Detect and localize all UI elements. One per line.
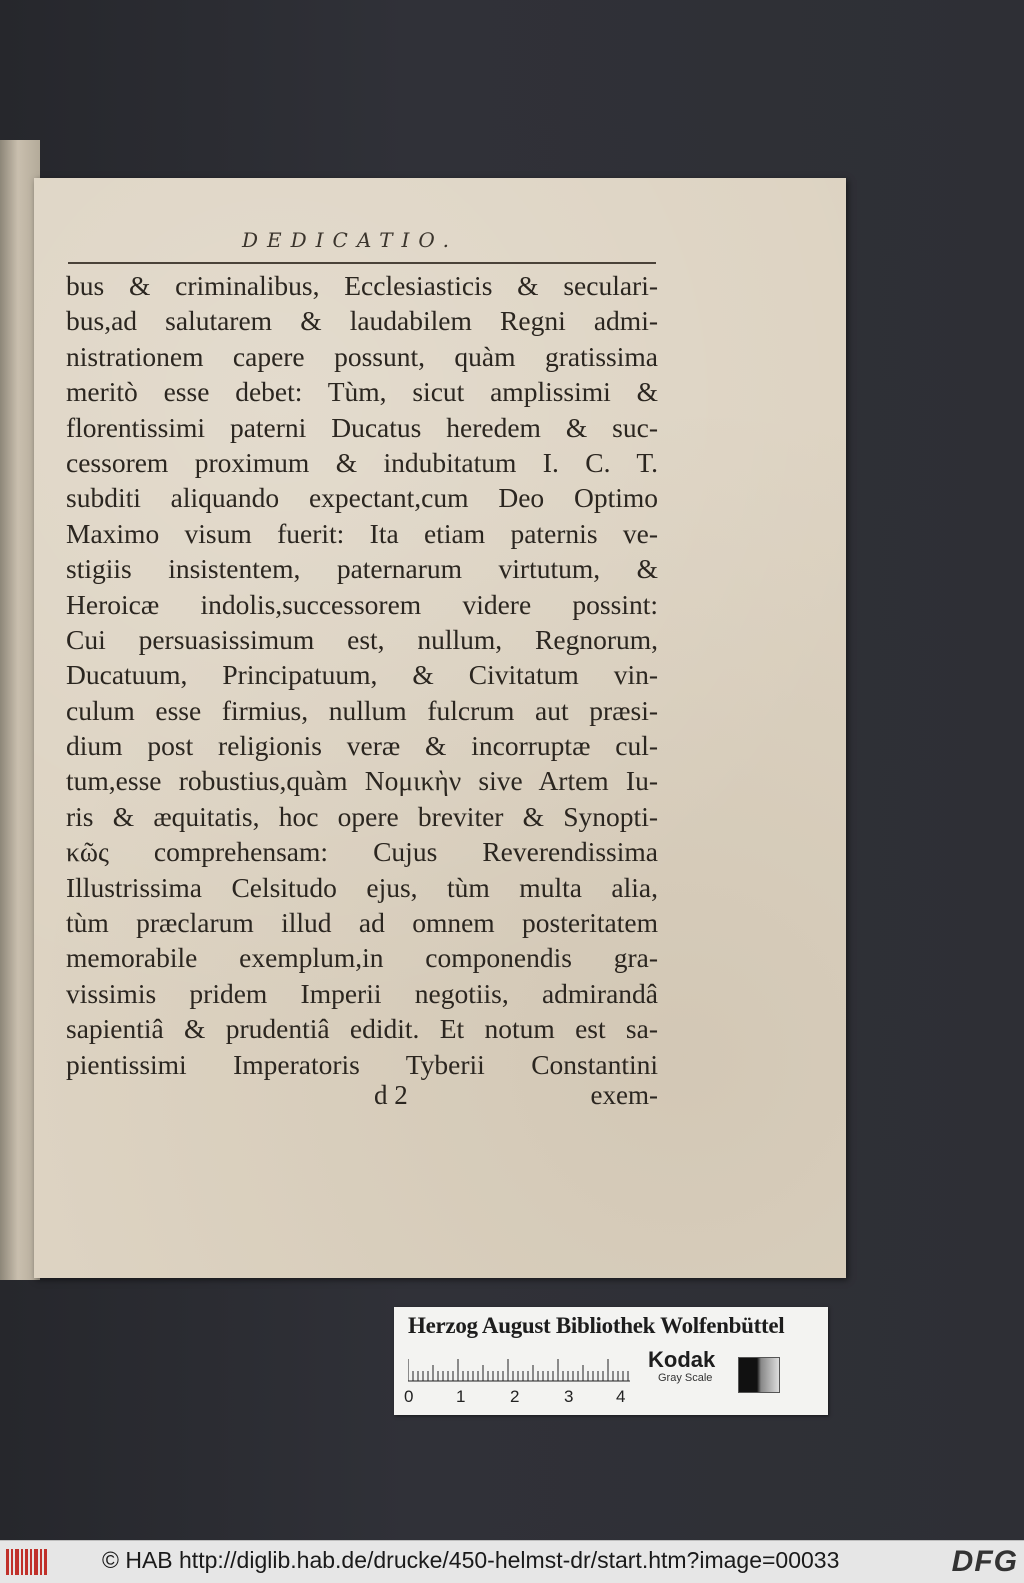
signature-mark: d 2 [374,1080,408,1110]
text-line: Ducatuum, Principatuum, & Civitatum vin- [66,659,658,691]
ruler-scale-icon [408,1353,630,1383]
page-footer-line [66,1080,658,1114]
text-line: cessorem proximum & indubitatum I. C. T. [66,446,658,478]
ruler-number: 1 [456,1387,466,1406]
ruler-numbers [404,1387,634,1409]
library-name: Herzog August Bibliothek Wolfenbüttel [408,1313,785,1338]
text-line: subditi aliquando expectant,cum Deo Optimo [66,482,658,514]
running-head: DEDICATIO. [241,228,459,252]
text-line: tum,esse robustius,quàm Νομικὴν sive Artem Iu- [66,765,658,797]
head-rule [68,262,656,264]
text-line: Illustrissima Celsitudo ejus, tùm multa alia, [66,871,658,903]
text-line: memorabile exemplum,in componendis gra- [66,942,658,974]
page-text [66,268,666,1082]
grayscale-label: Gray Scale [658,1372,713,1384]
text-line: Maximo visum fuerit: Ita etiam paternis ve- [66,517,658,549]
text-line: dium post religionis veræ & incorruptæ cul- [66,730,658,762]
color-target-card [394,1307,828,1415]
text-line: κῶς comprehensam: Cujus Reverendissima [66,836,658,868]
text-line: ris & æquitatis, hoc opere breviter & Synopti- [66,800,658,832]
ruler-number: 4 [616,1387,626,1406]
text-line: meritò esse debet: Tùm, sicut amplissimi & [66,376,658,408]
text-line: florentissimi paterni Ducatus heredem & suc- [66,411,658,443]
ruler-number: 0 [404,1387,414,1406]
barcode-icon [6,1549,48,1575]
kodak-logo: Kodak [648,1347,716,1372]
catchword: exem- [590,1080,658,1110]
text-line: tùm præclarum illud ad omnem posteritatem [66,907,658,939]
copyright-url-text: © HAB http://diglib.hab.de/drucke/450-helmst-dr/start.htm?image=00033 [102,1547,840,1573]
dfg-logo: DFG [951,1545,1018,1578]
text-line: Cui persuasissimum est, nullum, Regnorum, [66,623,658,655]
text-line: vissimis pridem Imperii negotiis, admirandâ [66,977,658,1009]
text-line: Heroicæ indolis,successorem videre possint: [66,588,658,620]
footer-bar [0,1540,1024,1583]
text-line: culum esse firmius, nullum fulcrum aut præsi- [66,694,658,726]
text-line: nistrationem capere possunt, quàm gratissima [66,340,658,372]
gray-patch-icon [738,1357,780,1393]
ruler-number: 2 [510,1387,520,1406]
text-line: bus,ad salutarem & laudabilem Regni admi- [66,305,658,337]
ruler-number: 3 [564,1387,574,1406]
text-line: sapientiâ & prudentiâ edidit. Et notum est sa- [66,1013,658,1045]
text-line: stigiis insistentem, paternarum virtutum, & [66,553,658,585]
text-line: pientissimi Imperatoris Tyberii Constantini [66,1048,658,1080]
text-line: bus & criminalibus, Ecclesiasticis & seculari- [66,270,658,301]
